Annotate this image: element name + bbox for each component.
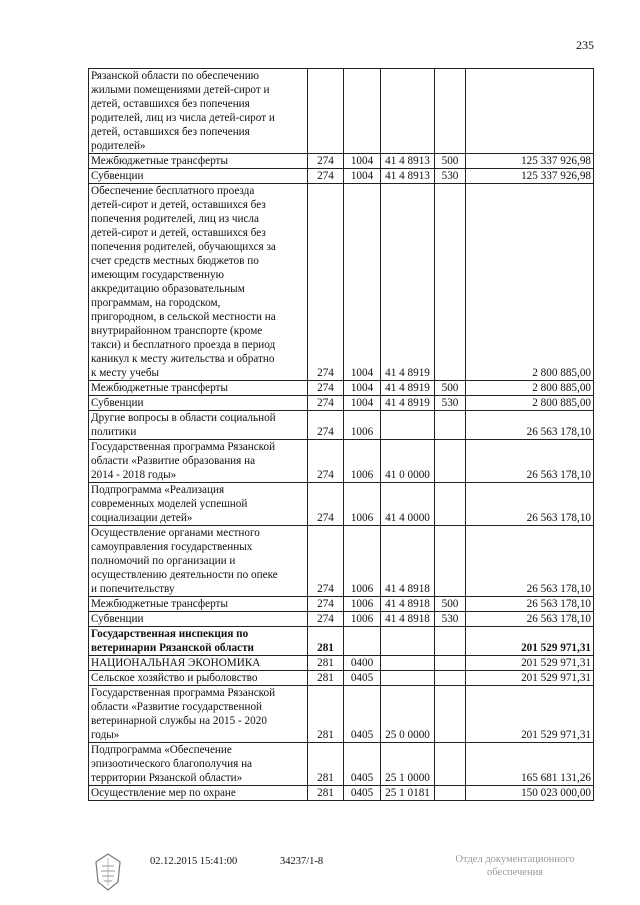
table-row <box>89 69 594 154</box>
item-name-line: 2014 - 2018 годы» <box>91 469 177 481</box>
ministry-code-cell: 281 <box>308 786 344 801</box>
item-name-cell <box>89 656 308 671</box>
target-article-cell: 41 4 8918 <box>381 597 435 612</box>
table-row <box>89 154 594 169</box>
section-code-cell: 1004 <box>344 169 381 184</box>
item-name-line: каникул к месту жительства и обратно <box>91 353 275 365</box>
item-name-line: области «Развитие образования на <box>91 455 256 467</box>
page-number: 235 <box>576 38 594 52</box>
section-code-cell <box>344 69 381 154</box>
amount-cell: 26 563 178,10 <box>466 411 594 440</box>
item-name-cell <box>89 184 308 381</box>
item-name-line: внутрирайонном транспорте (кроме <box>91 325 263 337</box>
amount-cell: 201 529 971,31 <box>466 656 594 671</box>
item-name-line: Субвенции <box>91 397 144 409</box>
item-name-cell <box>89 597 308 612</box>
item-name-cell <box>89 154 308 169</box>
item-name-line: имеющим государственную <box>91 269 224 281</box>
target-article-cell <box>381 627 435 656</box>
item-name-line: Государственная инспекция по <box>91 628 249 640</box>
target-article-cell: 25 1 0181 <box>381 786 435 801</box>
section-code-cell: 1006 <box>344 612 381 627</box>
amount-cell: 26 563 178,10 <box>466 526 594 597</box>
budget-table-body <box>89 69 594 801</box>
item-name-line: детей-сирот и детей, оставшихся без <box>91 199 266 211</box>
footer-timestamp: 02.12.2015 15:41:00 <box>150 856 238 867</box>
table-row <box>89 381 594 396</box>
ministry-code-cell: 274 <box>308 597 344 612</box>
coat-of-arms-icon <box>92 852 124 892</box>
amount-cell: 2 800 885,00 <box>466 396 594 411</box>
item-name-line: Сельское хозяйство и рыболовство <box>91 672 258 684</box>
expense-type-cell <box>435 627 466 656</box>
expense-type-cell <box>435 671 466 686</box>
item-name-cell <box>89 396 308 411</box>
item-name-line: современных моделей успешной <box>91 498 248 510</box>
expense-type-cell <box>435 526 466 597</box>
ministry-code-cell: 274 <box>308 169 344 184</box>
table-row <box>89 627 594 656</box>
table-row <box>89 786 594 801</box>
target-article-cell: 41 0 0000 <box>381 440 435 483</box>
item-name-line: Подпрограмма «Обеспечение <box>91 744 232 756</box>
item-name-line: счет средств местных бюджетов по <box>91 255 259 267</box>
footer-document-id: 34237/1-8 <box>280 856 324 867</box>
item-name-line: области «Развитие государственной <box>91 701 263 713</box>
target-article-cell: 41 4 8919 <box>381 381 435 396</box>
item-name-cell <box>89 686 308 743</box>
section-code-cell: 0405 <box>344 786 381 801</box>
target-article-cell <box>381 69 435 154</box>
item-name-line: Другие вопросы в области социальной <box>91 412 276 424</box>
ministry-code-cell: 281 <box>308 686 344 743</box>
ministry-code-cell: 274 <box>308 184 344 381</box>
item-name-line: попечения родителей, обучающихся за <box>91 241 276 253</box>
target-article-cell <box>381 656 435 671</box>
item-name-line: Осуществление органами местного <box>91 527 260 539</box>
ministry-code-cell <box>308 69 344 154</box>
item-name-line: территории Рязанской области» <box>91 772 243 784</box>
target-article-cell <box>381 411 435 440</box>
expense-type-cell <box>435 483 466 526</box>
table-row <box>89 526 594 597</box>
item-name-line: Обеспечение бесплатного проезда <box>91 185 255 197</box>
ministry-code-cell: 281 <box>308 656 344 671</box>
expense-type-cell <box>435 686 466 743</box>
expense-type-cell <box>435 69 466 154</box>
item-name-line: Государственная программа Рязанской <box>91 687 276 699</box>
target-article-cell <box>381 671 435 686</box>
table-row <box>89 396 594 411</box>
ministry-code-cell: 281 <box>308 627 344 656</box>
section-code-cell: 1006 <box>344 526 381 597</box>
expense-type-cell <box>435 440 466 483</box>
item-name-cell <box>89 786 308 801</box>
target-article-cell: 41 4 8919 <box>381 396 435 411</box>
target-article-cell: 41 4 8919 <box>381 184 435 381</box>
section-code-cell: 1004 <box>344 396 381 411</box>
section-code-cell: 1006 <box>344 597 381 612</box>
item-name-line: детей, оставшихся без попечения <box>91 98 250 110</box>
table-row <box>89 612 594 627</box>
expense-type-cell <box>435 786 466 801</box>
item-name-line: НАЦИОНАЛЬНАЯ ЭКОНОМИКА <box>91 657 261 669</box>
table-row <box>89 184 594 381</box>
item-name-cell <box>89 743 308 786</box>
item-name-cell <box>89 381 308 396</box>
expense-type-cell: 500 <box>435 597 466 612</box>
item-name-cell <box>89 627 308 656</box>
ministry-code-cell: 274 <box>308 381 344 396</box>
item-name-cell <box>89 526 308 597</box>
ministry-code-cell: 274 <box>308 526 344 597</box>
amount-cell: 150 023 000,00 <box>466 786 594 801</box>
amount-cell: 201 529 971,31 <box>466 686 594 743</box>
ministry-code-cell: 274 <box>308 411 344 440</box>
amount-cell: 125 337 926,98 <box>466 154 594 169</box>
table-row <box>89 686 594 743</box>
target-article-cell: 25 1 0000 <box>381 743 435 786</box>
item-name-line: родителей» <box>91 140 146 152</box>
amount-cell: 125 337 926,98 <box>466 169 594 184</box>
expense-type-cell: 500 <box>435 154 466 169</box>
section-code-cell: 1004 <box>344 184 381 381</box>
item-name-cell <box>89 69 308 154</box>
ministry-code-cell: 281 <box>308 743 344 786</box>
item-name-cell <box>89 411 308 440</box>
ministry-code-cell: 281 <box>308 671 344 686</box>
item-name-line: эпизоотического благополучия на <box>91 758 253 770</box>
expense-type-cell <box>435 184 466 381</box>
item-name-line: ветеринарии Рязанской области <box>91 642 255 654</box>
item-name-line: Государственная программа Рязанской <box>91 441 276 453</box>
section-code-cell: 1004 <box>344 154 381 169</box>
amount-cell <box>466 69 594 154</box>
target-article-cell: 25 0 0000 <box>381 686 435 743</box>
amount-cell: 201 529 971,31 <box>466 627 594 656</box>
item-name-line: полномочий по организации и <box>91 555 236 567</box>
expense-type-cell: 530 <box>435 396 466 411</box>
item-name-line: детей, оставшихся без попечения <box>91 126 250 138</box>
item-name-line: социализации детей» <box>91 512 193 524</box>
item-name-line: Межбюджетные трансферты <box>91 598 228 610</box>
budget-table <box>88 68 594 801</box>
item-name-line: осуществлению деятельности по опеке <box>91 569 278 581</box>
stamp-line: Отдел документационного <box>455 854 575 865</box>
item-name-cell <box>89 440 308 483</box>
item-name-line: Рязанской области по обеспечению <box>91 70 260 82</box>
amount-cell: 26 563 178,10 <box>466 597 594 612</box>
amount-cell: 165 681 131,26 <box>466 743 594 786</box>
ministry-code-cell: 274 <box>308 612 344 627</box>
section-code-cell <box>344 627 381 656</box>
item-name-cell <box>89 169 308 184</box>
section-code-cell: 1006 <box>344 483 381 526</box>
item-name-line: Подпрограмма «Реализация <box>91 484 225 496</box>
item-name-line: ветеринарной службы на 2015 - 2020 <box>91 715 267 727</box>
item-name-line: такси) и бесплатного проезда в период <box>91 339 276 351</box>
item-name-line: Межбюджетные трансферты <box>91 382 228 394</box>
section-code-cell: 1004 <box>344 381 381 396</box>
amount-cell: 2 800 885,00 <box>466 381 594 396</box>
item-name-line: Межбюджетные трансферты <box>91 155 228 167</box>
amount-cell: 26 563 178,10 <box>466 440 594 483</box>
ministry-code-cell: 274 <box>308 396 344 411</box>
item-name-line: самоуправления государственных <box>91 541 253 553</box>
item-name-line: Субвенции <box>91 170 144 182</box>
item-name-cell <box>89 671 308 686</box>
expense-type-cell: 500 <box>435 381 466 396</box>
item-name-line: политики <box>91 426 137 438</box>
item-name-cell <box>89 483 308 526</box>
section-code-cell: 1006 <box>344 411 381 440</box>
expense-type-cell <box>435 656 466 671</box>
target-article-cell: 41 4 0000 <box>381 483 435 526</box>
table-row <box>89 597 594 612</box>
table-row <box>89 671 594 686</box>
target-article-cell: 41 4 8913 <box>381 169 435 184</box>
page-footer <box>0 852 640 902</box>
target-article-cell: 41 4 8913 <box>381 154 435 169</box>
item-name-line: пригородном, в сельской местности на <box>91 311 276 323</box>
section-code-cell: 0405 <box>344 743 381 786</box>
table-row <box>89 169 594 184</box>
table-row <box>89 483 594 526</box>
expense-type-cell: 530 <box>435 612 466 627</box>
expense-type-cell: 530 <box>435 169 466 184</box>
amount-cell: 201 529 971,31 <box>466 671 594 686</box>
item-name-line: программам, на городском, <box>91 297 221 309</box>
target-article-cell: 41 4 8918 <box>381 612 435 627</box>
department-stamp <box>440 853 590 879</box>
item-name-line: аккредитацию образовательным <box>91 283 245 295</box>
table-row <box>89 440 594 483</box>
ministry-code-cell: 274 <box>308 483 344 526</box>
amount-cell: 26 563 178,10 <box>466 612 594 627</box>
table-row <box>89 411 594 440</box>
item-name-line: к месту учебы <box>91 367 160 379</box>
item-name-line: родителей, лиц из числа детей-сирот и <box>91 112 275 124</box>
section-code-cell: 0405 <box>344 671 381 686</box>
item-name-line: жилыми помещениями детей-сирот и <box>91 84 270 96</box>
item-name-line: Осуществление мер по охране <box>91 787 236 799</box>
amount-cell: 26 563 178,10 <box>466 483 594 526</box>
section-code-cell: 0400 <box>344 656 381 671</box>
ministry-code-cell: 274 <box>308 154 344 169</box>
item-name-line: Субвенции <box>91 613 144 625</box>
ministry-code-cell: 274 <box>308 440 344 483</box>
target-article-cell: 41 4 8918 <box>381 526 435 597</box>
item-name-line: детей-сирот и детей, оставшихся без <box>91 227 266 239</box>
expense-type-cell <box>435 743 466 786</box>
table-row <box>89 743 594 786</box>
section-code-cell: 1006 <box>344 440 381 483</box>
item-name-line: и попечительству <box>91 583 175 595</box>
stamp-line: обеспечения <box>486 867 544 878</box>
item-name-line: попечения родителей, лиц из числа <box>91 213 259 225</box>
section-code-cell: 0405 <box>344 686 381 743</box>
item-name-line: годы» <box>91 729 120 741</box>
expense-type-cell <box>435 411 466 440</box>
table-row <box>89 656 594 671</box>
item-name-cell <box>89 612 308 627</box>
amount-cell: 2 800 885,00 <box>466 184 594 381</box>
